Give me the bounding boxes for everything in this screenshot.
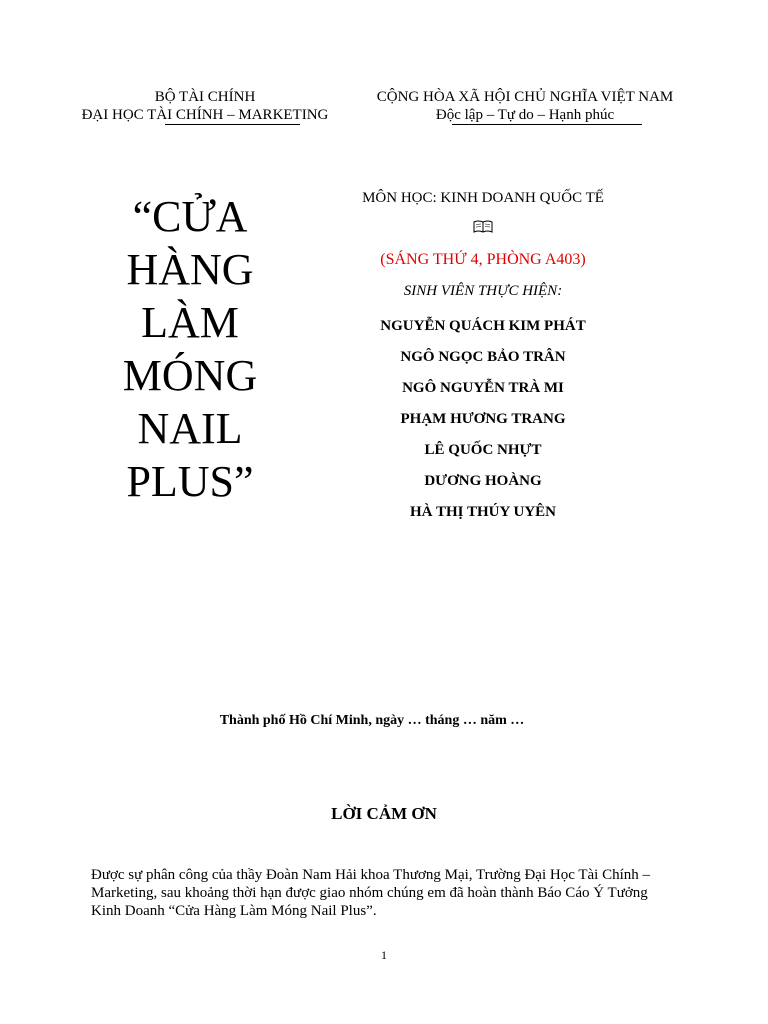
report-title <box>80 190 300 508</box>
thanks-paragraph: Được sự phân công của thầy Đoàn Nam Hải khoa Thương Mại, Trường Đại Học Tài Chính – Marketing, sau khoảng thời hạn được giao nhóm chúng em đã hoàn thành Báo Cáo Ý Tưởng Kinh Doanh “Cửa Hàng Làm Móng Nail Plus”. <box>91 867 651 919</box>
course-subject: MÔN HỌC: KINH DOANH QUỐC TẾ <box>362 190 604 206</box>
page-number: 1 <box>381 948 387 962</box>
university-name: ĐẠI HỌC TÀI CHÍNH – MARKETING <box>81 107 329 123</box>
member-name: NGUYỄN QUÁCH KIM PHÁT <box>380 318 586 334</box>
title-line: MÓNG <box>122 351 258 400</box>
motto-underline <box>452 124 642 125</box>
performer-label: SINH VIÊN THỰC HIỆN: <box>403 283 563 299</box>
class-session: (SÁNG THỨ 4, PHÒNG A403) <box>380 251 586 268</box>
title-line: HÀNG <box>126 245 254 294</box>
member-name: DƯƠNG HOÀNG <box>424 473 542 489</box>
title-line: “CỬA <box>132 192 248 241</box>
member-name: HÀ THỊ THÚY UYÊN <box>409 504 556 520</box>
university-underline <box>165 124 300 125</box>
national-motto: Độc lập – Tự do – Hạnh phúc <box>435 107 615 123</box>
title-line: PLUS” <box>126 457 254 506</box>
ministry-name: BỘ TÀI CHÍNH <box>154 89 256 105</box>
member-list <box>318 311 648 528</box>
thanks-heading: LỜI CẢM ƠN <box>331 804 437 823</box>
country-name: CỘNG HÒA XÃ HỘI CHỦ NGHĨA VIỆT NAM <box>376 89 674 105</box>
title-line: LÀM <box>141 298 239 347</box>
member-name: NGÔ NGUYỄN TRÀ MI <box>402 380 564 396</box>
title-line: NAIL <box>137 404 243 453</box>
date-line: Thành phố Hồ Chí Minh, ngày … tháng … năm … <box>219 713 525 728</box>
member-name: NGÔ NGỌC BẢO TRÂN <box>400 349 566 365</box>
member-name: PHẠM HƯƠNG TRANG <box>400 411 566 427</box>
member-name: LÊ QUỐC NHỰT <box>424 442 542 458</box>
open-book-icon <box>318 217 648 235</box>
